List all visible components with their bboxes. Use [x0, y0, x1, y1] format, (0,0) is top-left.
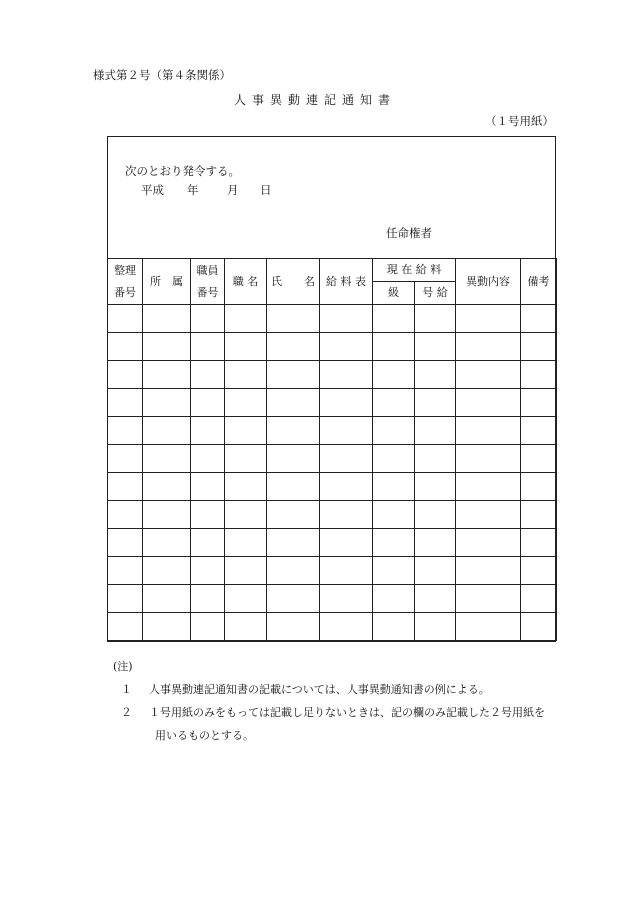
table-cell[interactable]: [415, 613, 456, 641]
table-cell[interactable]: [373, 613, 415, 641]
table-cell[interactable]: [320, 305, 373, 333]
table-cell[interactable]: [191, 445, 225, 473]
table-cell[interactable]: [521, 389, 557, 417]
table-cell[interactable]: [456, 445, 521, 473]
table-cell[interactable]: [373, 501, 415, 529]
table-cell[interactable]: [225, 445, 267, 473]
table-cell[interactable]: [415, 501, 456, 529]
table-cell[interactable]: [373, 389, 415, 417]
table-cell[interactable]: [320, 389, 373, 417]
table-cell[interactable]: [456, 361, 521, 389]
table-cell[interactable]: [143, 501, 191, 529]
table-cell[interactable]: [320, 585, 373, 613]
document-title: 人事異動連記通知書: [233, 93, 396, 107]
table-cell[interactable]: [373, 529, 415, 557]
header-gokyu: 号 給: [415, 282, 456, 305]
table-row: [108, 585, 557, 613]
table-cell[interactable]: [143, 389, 191, 417]
header-shokumei: 職 名: [225, 259, 267, 305]
table-cell[interactable]: [456, 417, 521, 445]
notes: [113, 655, 545, 747]
table-row: [108, 417, 557, 445]
table-cell[interactable]: [225, 389, 267, 417]
note-number: １: [121, 683, 132, 696]
table-cell[interactable]: [191, 529, 225, 557]
header-bango: 番号: [114, 285, 136, 299]
table-cell[interactable]: [267, 473, 320, 501]
date-day: 日: [260, 183, 272, 197]
table-cell[interactable]: [225, 501, 267, 529]
table-cell[interactable]: [373, 557, 415, 585]
table-cell[interactable]: [415, 445, 456, 473]
table-cell[interactable]: [373, 305, 415, 333]
table-cell[interactable]: [108, 529, 143, 557]
table-row: [108, 557, 557, 585]
header-kyuryohyo: 給 料 表: [320, 259, 373, 305]
table-cell[interactable]: [267, 417, 320, 445]
table-cell[interactable]: [191, 333, 225, 361]
table-cell[interactable]: [521, 445, 557, 473]
table-cell[interactable]: [373, 417, 415, 445]
table-cell[interactable]: [108, 333, 143, 361]
table-cell[interactable]: [521, 613, 557, 641]
table-row: [108, 529, 557, 557]
appointer-label: 任命権者: [386, 226, 432, 240]
note-item: [113, 701, 545, 724]
header-seiri: 整理: [114, 263, 136, 277]
table-cell[interactable]: [456, 585, 521, 613]
note-text-continued: 用いるものとする。: [155, 729, 254, 742]
note-text: 人事異動連記通知書の記載については、人事異動通知書の例による。: [149, 683, 490, 696]
table-cell[interactable]: [521, 473, 557, 501]
table-cell[interactable]: [143, 361, 191, 389]
table-cell[interactable]: [108, 585, 143, 613]
table-cell[interactable]: [521, 585, 557, 613]
table-cell[interactable]: [373, 445, 415, 473]
header-kyu: 級: [373, 282, 415, 305]
table-row: [108, 333, 557, 361]
table-cell[interactable]: [108, 613, 143, 641]
table-cell[interactable]: [108, 557, 143, 585]
note-text: １号用紙のみをもっては記載し足りないときは、記の欄のみ記載した２号用紙を: [149, 706, 545, 719]
note-item: [113, 678, 545, 701]
table-cell[interactable]: [373, 585, 415, 613]
table-cell[interactable]: [108, 473, 143, 501]
table-cell[interactable]: [108, 305, 143, 333]
table-cell[interactable]: [143, 585, 191, 613]
table-cell[interactable]: [191, 361, 225, 389]
date-year: 年: [187, 183, 199, 197]
date-line: [141, 182, 272, 198]
table-cell[interactable]: [456, 473, 521, 501]
table-row: [108, 501, 557, 529]
header-biko: 備考: [521, 259, 557, 305]
notice-form-box: [107, 136, 556, 642]
table-cell[interactable]: [373, 361, 415, 389]
table-cell[interactable]: [225, 417, 267, 445]
table-cell[interactable]: [191, 613, 225, 641]
table-cell[interactable]: [320, 501, 373, 529]
table-cell[interactable]: [108, 361, 143, 389]
table-cell[interactable]: [415, 529, 456, 557]
table-row: [108, 361, 557, 389]
date-era: 平成: [141, 183, 164, 197]
header-genzai-kyuryo: 現 在 給 料: [373, 259, 456, 282]
table-cell[interactable]: [521, 557, 557, 585]
table-cell[interactable]: [108, 417, 143, 445]
header-ido-naiyo: 異動内容: [456, 259, 521, 305]
table-cell[interactable]: [320, 417, 373, 445]
table-cell[interactable]: [415, 333, 456, 361]
table-cell[interactable]: [143, 557, 191, 585]
table-cell[interactable]: [521, 361, 557, 389]
table-cell[interactable]: [267, 501, 320, 529]
form-number: 様式第２号（第４条関係）: [93, 68, 231, 82]
table-cell[interactable]: [521, 529, 557, 557]
table-cell[interactable]: [521, 501, 557, 529]
table-cell[interactable]: [320, 361, 373, 389]
table-cell[interactable]: [267, 613, 320, 641]
table-cell[interactable]: [415, 389, 456, 417]
table-cell[interactable]: [225, 361, 267, 389]
table-cell[interactable]: [415, 557, 456, 585]
table-cell[interactable]: [521, 417, 557, 445]
table-row: [108, 613, 557, 641]
table-cell[interactable]: [521, 333, 557, 361]
table-cell[interactable]: [143, 445, 191, 473]
table-cell[interactable]: [415, 305, 456, 333]
table-row: [108, 473, 557, 501]
table-cell[interactable]: [267, 585, 320, 613]
header-shozoku: 所 属: [143, 259, 191, 305]
personnel-table: [107, 258, 557, 641]
table-cell[interactable]: [415, 585, 456, 613]
table-cell[interactable]: [373, 333, 415, 361]
table-cell[interactable]: [108, 389, 143, 417]
table-cell[interactable]: [456, 305, 521, 333]
table-cell[interactable]: [191, 305, 225, 333]
table-cell[interactable]: [191, 585, 225, 613]
table-row: [108, 305, 557, 333]
header-shokuin: 職員: [196, 263, 219, 277]
table-cell[interactable]: [143, 529, 191, 557]
table-cell[interactable]: [456, 333, 521, 361]
table-cell[interactable]: [225, 473, 267, 501]
table-cell[interactable]: [143, 333, 191, 361]
table-cell[interactable]: [191, 557, 225, 585]
table-cell[interactable]: [267, 529, 320, 557]
table-cell[interactable]: [143, 613, 191, 641]
table-cell[interactable]: [373, 473, 415, 501]
table-cell[interactable]: [143, 473, 191, 501]
table-cell[interactable]: [267, 557, 320, 585]
header-shimei: 氏 名: [267, 259, 320, 305]
table-cell[interactable]: [225, 585, 267, 613]
notes-heading: (注): [113, 660, 133, 673]
table-cell[interactable]: [225, 305, 267, 333]
note-continuation: [113, 724, 545, 747]
table-cell[interactable]: [267, 305, 320, 333]
table-cell[interactable]: [320, 473, 373, 501]
table-cell[interactable]: [320, 529, 373, 557]
table-cell[interactable]: [320, 333, 373, 361]
sheet-label: （１号用紙）: [485, 114, 554, 128]
table-cell[interactable]: [143, 417, 191, 445]
table-cell[interactable]: [521, 305, 557, 333]
header-seiri-bango: [108, 259, 143, 305]
table-row: [108, 389, 557, 417]
table-cell[interactable]: [143, 305, 191, 333]
date-month: 月: [227, 183, 239, 197]
header-shokuin-bango-label: 番号: [196, 285, 219, 299]
table-cell[interactable]: [456, 529, 521, 557]
issue-statement: 次のとおり発令する。: [125, 164, 240, 178]
table-cell[interactable]: [267, 445, 320, 473]
table-row: [108, 445, 557, 473]
table-cell[interactable]: [191, 389, 225, 417]
table-cell[interactable]: [191, 473, 225, 501]
table-cell[interactable]: [108, 445, 143, 473]
table-cell[interactable]: [320, 613, 373, 641]
table-cell[interactable]: [320, 557, 373, 585]
table-cell[interactable]: [267, 361, 320, 389]
table-cell[interactable]: [191, 417, 225, 445]
table-cell[interactable]: [415, 361, 456, 389]
table-body: [108, 305, 557, 641]
table-cell[interactable]: [456, 557, 521, 585]
table-cell[interactable]: [320, 445, 373, 473]
header-shokuin-bango: [191, 259, 225, 305]
table-cell[interactable]: [267, 333, 320, 361]
table-cell[interactable]: [225, 529, 267, 557]
note-number: ２: [121, 706, 132, 719]
table-cell[interactable]: [108, 501, 143, 529]
table-cell[interactable]: [456, 501, 521, 529]
table-cell[interactable]: [225, 557, 267, 585]
table-cell[interactable]: [456, 389, 521, 417]
table-cell[interactable]: [191, 501, 225, 529]
table-cell[interactable]: [225, 333, 267, 361]
table-cell[interactable]: [267, 389, 320, 417]
table-cell[interactable]: [415, 473, 456, 501]
table-cell[interactable]: [225, 613, 267, 641]
table-cell[interactable]: [415, 417, 456, 445]
table-cell[interactable]: [456, 613, 521, 641]
